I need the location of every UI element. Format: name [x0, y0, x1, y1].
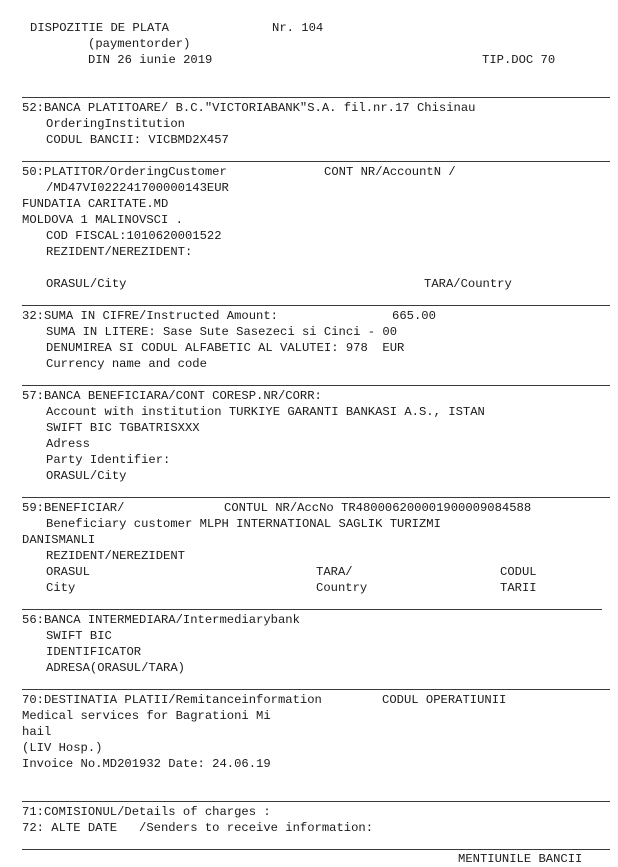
beneficiary-bank-address: Adress: [46, 437, 90, 451]
payer-account-label: CONT NR/AccountN /: [324, 165, 456, 179]
bank-notes-label: MENTIUNILE BANCII: [458, 852, 583, 866]
remittance-line-4: Invoice No.MD201932 Date: 24.06.19: [22, 757, 271, 771]
divider: [22, 385, 610, 386]
intermediary-bank-label: 56:BANCA INTERMEDIARA/Intermediarybank: [22, 613, 300, 627]
beneficiary-bank-institution: Account with institution TURKIYE GARANTI BANKASI A.S., ISTAN: [46, 405, 485, 419]
document-number: Nr. 104: [272, 21, 324, 35]
divider: [22, 161, 610, 162]
divider: [22, 801, 610, 802]
beneficiary-city-en: City: [46, 581, 76, 595]
beneficiary-bank-label: 57:BANCA BENEFICIARA/CONT CORESP.NR/CORR:: [22, 389, 322, 403]
remittance-line-3: (LIV Hosp.): [22, 741, 103, 755]
divider: [22, 689, 610, 690]
remittance-line-2: hail: [22, 725, 52, 739]
ordering-bank-line: 52:BANCA PLATITOARE/ B.C."VICTORIABANK"S.A. fil.nr.17 Chisinau: [22, 101, 476, 115]
payer-address: MOLDOVA 1 MALINOVSCI .: [22, 213, 183, 227]
remittance-line-1: Medical services for Bagrationi Mi: [22, 709, 271, 723]
payer-name: FUNDATIA CARITATE.MD: [22, 197, 169, 211]
amount-in-words: SUMA IN LITERE: Sase Sute Sasezeci si Cinci - 00: [46, 325, 398, 339]
divider: [22, 305, 610, 306]
operation-code-label: CODUL OPERATIUNII: [382, 693, 507, 707]
beneficiary-resident: REZIDENT/NEREZIDENT: [46, 549, 185, 563]
beneficiary-customer-cont: DANISMANLI: [22, 533, 96, 547]
beneficiary-code-en: TARII: [500, 581, 537, 595]
beneficiary-code-ro: CODUL: [500, 565, 537, 579]
document-type: TIP.DOC 70: [482, 53, 556, 67]
ordering-institution-label: OrderingInstitution: [46, 117, 185, 131]
currency-code: DENUMIREA SI CODUL ALFABETIC AL VALUTEI: 978 EUR: [46, 341, 405, 355]
document-title: DISPOZITIE DE PLATA: [30, 21, 169, 35]
payer-city: ORASUL/City: [46, 277, 127, 291]
other-data: 72: ALTE DATE /Senders to receive information:: [22, 821, 374, 835]
beneficiary-bank-party-id: Party Identifier:: [46, 453, 171, 467]
payer-label: 50:PLATITOR/OrderingCustomer: [22, 165, 227, 179]
amount-value: 665.00: [392, 309, 436, 323]
beneficiary-bank-city: ORASUL/City: [46, 469, 127, 483]
divider: [22, 849, 610, 850]
beneficiary-bank-swift: SWIFT BIC TGBATRISXXX: [46, 421, 200, 435]
remittance-label: 70:DESTINATIA PLATII/Remitanceinformation: [22, 693, 322, 707]
divider: [22, 497, 610, 498]
intermediary-address: ADRESA(ORASUL/TARA): [46, 661, 185, 675]
beneficiary-label: 59:BENEFICIAR/: [22, 501, 125, 515]
beneficiary-country-en: Country: [316, 581, 368, 595]
divider: [22, 97, 610, 98]
charges-details: 71:COMISIONUL/Details of charges :: [22, 805, 271, 819]
document-date: DIN 26 iunie 2019: [88, 53, 213, 67]
payer-account: /MD47VI022241700000143EUR: [46, 181, 229, 195]
payer-country: TARA/Country: [424, 277, 512, 291]
beneficiary-account: CONTUL NR/AccNo TR480006200001900009084588: [224, 501, 532, 515]
bank-code: CODUL BANCII: VICBMD2X457: [46, 133, 229, 147]
intermediary-swift: SWIFT BIC: [46, 629, 112, 643]
beneficiary-country-ro: TARA/: [316, 565, 353, 579]
beneficiary-city-ro: ORASUL: [46, 565, 90, 579]
document-subtitle: (paymentorder): [88, 37, 191, 51]
payer-fiscal-code: COD FISCAL:1010620001522: [46, 229, 222, 243]
divider: [22, 609, 602, 610]
currency-note: Currency name and code: [46, 357, 207, 371]
payer-resident: REZIDENT/NEREZIDENT:: [46, 245, 193, 259]
intermediary-identifier: IDENTIFICATOR: [46, 645, 142, 659]
beneficiary-customer: Beneficiary customer MLPH INTERNATIONAL SAGLIK TURIZMI: [46, 517, 441, 531]
amount-label: 32:SUMA IN CIFRE/Instructed Amount:: [22, 309, 278, 323]
